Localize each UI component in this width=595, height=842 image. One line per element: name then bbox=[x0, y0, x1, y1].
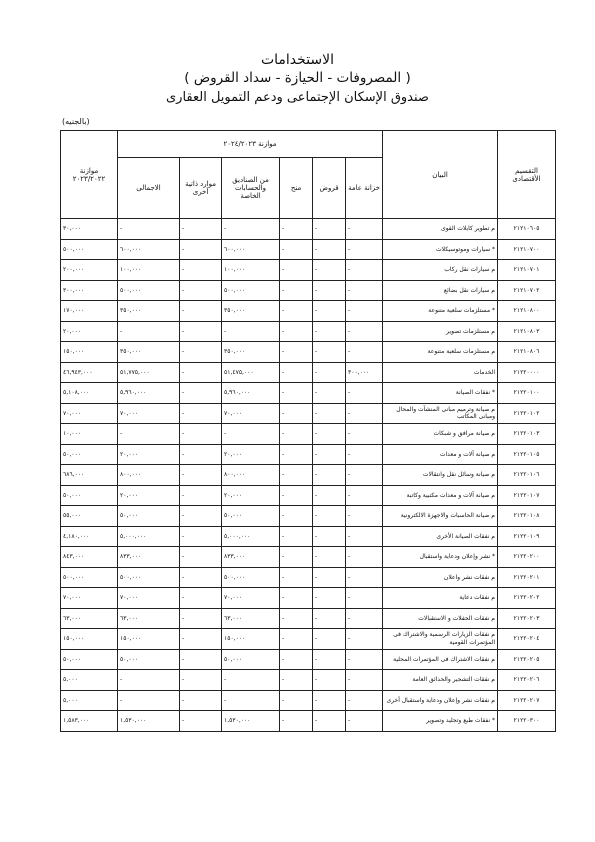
cell-budget-2023: ٦٣,٠٠٠ bbox=[61, 608, 118, 629]
cell-budget-2023: ٢٠,٠٠٠ bbox=[61, 321, 118, 342]
cell-budget-2023: ١,٥٨٣,٠٠٠ bbox=[61, 711, 118, 732]
cell-treasury: - bbox=[346, 649, 383, 670]
cell-own-resources: - bbox=[180, 485, 222, 506]
row-description: م سيارات نقل بضائع bbox=[383, 280, 498, 301]
cell-budget-2023: ٤,١٨٠,٠٠٠ bbox=[61, 526, 118, 547]
table-row bbox=[61, 711, 556, 732]
cell-budget-2023: ٦٨٦,٠٠٠ bbox=[61, 465, 118, 486]
cell-special-funds: ٢٠,٠٠٠ bbox=[222, 485, 280, 506]
cell-total: ١٥٠,٠٠٠ bbox=[118, 629, 180, 650]
cell-treasury: - bbox=[346, 301, 383, 322]
table-row bbox=[61, 444, 556, 465]
row-description: * نشر وإعلان ودعاية واستقبال bbox=[383, 547, 498, 568]
cell-grants: - bbox=[280, 690, 313, 711]
cell-loans: - bbox=[313, 670, 346, 691]
cell-budget-2023: ٥٥,٠٠٠ bbox=[61, 506, 118, 527]
cell-budget-2023: ٢٠٠,٠٠٠ bbox=[61, 260, 118, 281]
cell-loans: - bbox=[313, 280, 346, 301]
cell-loans: - bbox=[313, 301, 346, 322]
table-row bbox=[61, 219, 556, 240]
row-description: م مستلزمات سلعية متنوعة bbox=[383, 342, 498, 363]
table-row bbox=[61, 465, 556, 486]
row-description: م تطوير كابلات القوى bbox=[383, 219, 498, 240]
cell-total: ٢٠,٠٠٠ bbox=[118, 485, 180, 506]
cell-own-resources: - bbox=[180, 608, 222, 629]
cell-treasury: - bbox=[346, 465, 383, 486]
cell-treasury: - bbox=[346, 321, 383, 342]
cell-grants: - bbox=[280, 465, 313, 486]
cell-budget-2023: ٥٠٠,٠٠٠ bbox=[61, 567, 118, 588]
cell-loans: - bbox=[313, 649, 346, 670]
cell-grants: - bbox=[280, 321, 313, 342]
row-description: م نفقات التشجير والحدائق العامة bbox=[383, 670, 498, 691]
row-description: م نفقات الحفلات و الاستقبالات bbox=[383, 608, 498, 629]
cell-special-funds: ٥٠,٠٠٠ bbox=[222, 649, 280, 670]
header-total: الاجمالى bbox=[118, 158, 180, 219]
table-row bbox=[61, 670, 556, 691]
table-row bbox=[61, 690, 556, 711]
cell-special-funds: ٥,٩٦٠,٠٠٠ bbox=[222, 383, 280, 404]
cell-special-funds: ٨٠٠,٠٠٠ bbox=[222, 465, 280, 486]
cell-treasury: - bbox=[346, 629, 383, 650]
row-description: * سيارات وموتوسيكلات bbox=[383, 239, 498, 260]
cell-total: - bbox=[118, 670, 180, 691]
cell-treasury: - bbox=[346, 403, 383, 424]
cell-grants: - bbox=[280, 260, 313, 281]
row-code: ٢١٢٢٠٢٠٦ bbox=[498, 670, 556, 691]
row-description: م سيارات نقل ركاب bbox=[383, 260, 498, 281]
cell-own-resources: - bbox=[180, 465, 222, 486]
cell-loans: - bbox=[313, 629, 346, 650]
cell-special-funds: ٥١,٤٧٥,٠٠٠ bbox=[222, 362, 280, 383]
cell-own-resources: - bbox=[180, 424, 222, 445]
row-code: ٢١٢٢٠١٠٧ bbox=[498, 485, 556, 506]
table-row bbox=[61, 280, 556, 301]
cell-treasury: - bbox=[346, 280, 383, 301]
cell-budget-2023: ٤٦,٩٤٣,٠٠٠ bbox=[61, 362, 118, 383]
cell-grants: - bbox=[280, 506, 313, 527]
cell-loans: - bbox=[313, 239, 346, 260]
cell-own-resources: - bbox=[180, 690, 222, 711]
cell-total: - bbox=[118, 690, 180, 711]
cell-special-funds: - bbox=[222, 321, 280, 342]
cell-own-resources: - bbox=[180, 301, 222, 322]
cell-grants: - bbox=[280, 567, 313, 588]
row-code: ٢١٢٢٠٢٠٧ bbox=[498, 690, 556, 711]
cell-budget-2023: ٥٠,٠٠٠ bbox=[61, 485, 118, 506]
cell-treasury: - bbox=[346, 424, 383, 445]
fund-name: صندوق الإسكان الإجتماعى ودعم التمويل العقارى bbox=[166, 90, 429, 105]
cell-own-resources: - bbox=[180, 321, 222, 342]
row-description: م نفقات الصيانة الأخرى bbox=[383, 526, 498, 547]
cell-loans: - bbox=[313, 403, 346, 424]
budget-table bbox=[60, 130, 556, 732]
row-description: م نفقات نشر واعلان bbox=[383, 567, 498, 588]
cell-treasury: - bbox=[346, 219, 383, 240]
cell-total: ٧٠,٠٠٠ bbox=[118, 588, 180, 609]
row-description: * مستلزمات سلعية متنوعة bbox=[383, 301, 498, 322]
cell-loans: - bbox=[313, 444, 346, 465]
header-special-funds: من الصناديق والحسابات الخاصة bbox=[222, 158, 280, 219]
cell-total: - bbox=[118, 321, 180, 342]
table-row bbox=[61, 547, 556, 568]
cell-treasury: - bbox=[346, 690, 383, 711]
cell-special-funds: ١,٥٣٠,٠٠٠ bbox=[222, 711, 280, 732]
cell-grants: - bbox=[280, 608, 313, 629]
cell-grants: - bbox=[280, 649, 313, 670]
cell-loans: - bbox=[313, 321, 346, 342]
cell-own-resources: - bbox=[180, 342, 222, 363]
cell-total: ٥٠,٠٠٠ bbox=[118, 506, 180, 527]
row-code: ٢١٢٢٠٢٠٢ bbox=[498, 588, 556, 609]
cell-loans: - bbox=[313, 711, 346, 732]
cell-grants: - bbox=[280, 670, 313, 691]
cell-treasury: - bbox=[346, 608, 383, 629]
cell-own-resources: - bbox=[180, 260, 222, 281]
table-row bbox=[61, 485, 556, 506]
table-row bbox=[61, 342, 556, 363]
row-description: * نفقات طبع وتجليد وتصوير bbox=[383, 711, 498, 732]
cell-treasury: - bbox=[346, 567, 383, 588]
header-grants: منح bbox=[280, 158, 313, 219]
cell-treasury: - bbox=[346, 506, 383, 527]
cell-loans: - bbox=[313, 526, 346, 547]
cell-special-funds: ١٠٠,٠٠٠ bbox=[222, 260, 280, 281]
row-code: ٢١٢١٠٧٠٢ bbox=[498, 280, 556, 301]
row-description: م مستلزمات تصوير bbox=[383, 321, 498, 342]
row-description: م صيانة الحاسبات والاجهزة الالكترونية bbox=[383, 506, 498, 527]
row-description: م نفقات نشر وإعلان ودعاية واستقبال أخرى bbox=[383, 690, 498, 711]
row-code: ٢١٢٢٠٢٠٠ bbox=[498, 547, 556, 568]
row-code: ٢١٢٢٠٢٠٣ bbox=[498, 608, 556, 629]
row-code: ٢١٢٢٠١٠٥ bbox=[498, 444, 556, 465]
table-row bbox=[61, 588, 556, 609]
cell-grants: - bbox=[280, 424, 313, 445]
table-row bbox=[61, 260, 556, 281]
row-code: ٢١٢٢٠١٠٨ bbox=[498, 506, 556, 527]
cell-special-funds: ٨٣٣,٠٠٠ bbox=[222, 547, 280, 568]
row-code: ٢١٢٢٠٠٠٠ bbox=[498, 362, 556, 383]
header-budget-2023: موازنة ٢٠٢٣/٢٠٢٢ bbox=[61, 131, 118, 219]
cell-total: ١٠٠,٠٠٠ bbox=[118, 260, 180, 281]
row-description: م صيانة وترميم مبانى المنشآت والمحال ومبانى المكاتب bbox=[383, 403, 498, 424]
cell-budget-2023: ٧٠,٠٠٠ bbox=[61, 588, 118, 609]
cell-special-funds: ٧٠,٠٠٠ bbox=[222, 588, 280, 609]
cell-treasury: - bbox=[346, 670, 383, 691]
cell-loans: - bbox=[313, 260, 346, 281]
row-description: م صيانة آلات و معدات bbox=[383, 444, 498, 465]
cell-budget-2023: ٣٠,٠٠٠ bbox=[61, 219, 118, 240]
cell-special-funds: - bbox=[222, 219, 280, 240]
cell-own-resources: - bbox=[180, 239, 222, 260]
cell-loans: - bbox=[313, 465, 346, 486]
cell-own-resources: - bbox=[180, 506, 222, 527]
cell-special-funds: ٣٥٠,٠٠٠ bbox=[222, 301, 280, 322]
cell-grants: - bbox=[280, 362, 313, 383]
cell-own-resources: - bbox=[180, 383, 222, 404]
table-row bbox=[61, 301, 556, 322]
cell-total: ٣٥٠,٠٠٠ bbox=[118, 301, 180, 322]
cell-total: ٥٠,٠٠٠ bbox=[118, 649, 180, 670]
header-budget-2024: موازنة ٢٠٢٤/٢٠٢٣ bbox=[118, 131, 383, 158]
table-row bbox=[61, 403, 556, 424]
cell-own-resources: - bbox=[180, 670, 222, 691]
cell-loans: - bbox=[313, 219, 346, 240]
row-description: م نفقات الزيارات الرسمية والاشتراك فى المؤتمرات القومية bbox=[383, 629, 498, 650]
cell-total: - bbox=[118, 424, 180, 445]
row-description: م صيانة وسائل نقل وانتقالات bbox=[383, 465, 498, 486]
cell-own-resources: - bbox=[180, 219, 222, 240]
cell-grants: - bbox=[280, 403, 313, 424]
table-row bbox=[61, 629, 556, 650]
cell-loans: - bbox=[313, 362, 346, 383]
cell-total: ٥,٠٠٠,٠٠٠ bbox=[118, 526, 180, 547]
cell-grants: - bbox=[280, 547, 313, 568]
cell-special-funds: ٥٠,٠٠٠ bbox=[222, 506, 280, 527]
cell-total: ٥٠٠,٠٠٠ bbox=[118, 567, 180, 588]
cell-grants: - bbox=[280, 526, 313, 547]
cell-own-resources: - bbox=[180, 649, 222, 670]
cell-own-resources: - bbox=[180, 567, 222, 588]
row-code: ٢١٢٢٠١٠٦ bbox=[498, 465, 556, 486]
page-title: الاستخدامات bbox=[260, 52, 335, 68]
cell-treasury: - bbox=[346, 383, 383, 404]
row-code: ٢١٢٢٠٢٠١ bbox=[498, 567, 556, 588]
cell-loans: - bbox=[313, 383, 346, 404]
table-row bbox=[61, 649, 556, 670]
cell-total: ٥١,٧٧٥,٠٠٠ bbox=[118, 362, 180, 383]
cell-special-funds: ٥,٠٠٠,٠٠٠ bbox=[222, 526, 280, 547]
cell-budget-2023: ٥٠,٠٠٠ bbox=[61, 649, 118, 670]
cell-special-funds: - bbox=[222, 690, 280, 711]
cell-total: ٦٠٠,٠٠٠ bbox=[118, 239, 180, 260]
cell-own-resources: - bbox=[180, 588, 222, 609]
cell-total: ٢٠,٠٠٠ bbox=[118, 444, 180, 465]
row-code: ٢١٢١٠٨٠٦ bbox=[498, 342, 556, 363]
cell-special-funds: ٥٠٠,٠٠٠ bbox=[222, 280, 280, 301]
cell-own-resources: - bbox=[180, 403, 222, 424]
row-code: ٢١٢١٠٨٠٠ bbox=[498, 301, 556, 322]
cell-grants: - bbox=[280, 301, 313, 322]
table-row bbox=[61, 526, 556, 547]
row-code: ٢١٢٢٠٣٠٠ bbox=[498, 711, 556, 732]
cell-budget-2023: ١٥٠,٠٠٠ bbox=[61, 342, 118, 363]
cell-total: ٨٠٠,٠٠٠ bbox=[118, 465, 180, 486]
table-row bbox=[61, 383, 556, 404]
cell-budget-2023: ١٥٠,٠٠٠ bbox=[61, 629, 118, 650]
row-description: م صيانة مرافق و شبكات bbox=[383, 424, 498, 445]
cell-total: ٥٠٠,٠٠٠ bbox=[118, 280, 180, 301]
cell-treasury: - bbox=[346, 588, 383, 609]
row-description: الخدمات bbox=[383, 362, 498, 383]
cell-treasury: - bbox=[346, 444, 383, 465]
cell-budget-2023: ٥,٠٠٠ bbox=[61, 690, 118, 711]
cell-treasury: - bbox=[346, 711, 383, 732]
cell-special-funds: ٥٠٠,٠٠٠ bbox=[222, 567, 280, 588]
cell-loans: - bbox=[313, 485, 346, 506]
table-row bbox=[61, 239, 556, 260]
row-code: ٢١٢٢٠١٠٣ bbox=[498, 424, 556, 445]
cell-special-funds: ٦٣,٠٠٠ bbox=[222, 608, 280, 629]
cell-special-funds: ٢٠,٠٠٠ bbox=[222, 444, 280, 465]
row-code: ٢١٢٢٠٢٠٤ bbox=[498, 629, 556, 650]
cell-loans: - bbox=[313, 588, 346, 609]
cell-treasury: - bbox=[346, 342, 383, 363]
cell-budget-2023: ٧٠,٠٠٠ bbox=[61, 403, 118, 424]
cell-grants: - bbox=[280, 629, 313, 650]
cell-treasury: - bbox=[346, 485, 383, 506]
cell-budget-2023: ٣٠٠,٠٠٠ bbox=[61, 280, 118, 301]
cell-loans: - bbox=[313, 506, 346, 527]
cell-loans: - bbox=[313, 342, 346, 363]
cell-treasury: - bbox=[346, 239, 383, 260]
cell-own-resources: - bbox=[180, 711, 222, 732]
header-public-treasury: خزانة عامة bbox=[346, 158, 383, 219]
cell-treasury: ٣٠٠,٠٠٠ bbox=[346, 362, 383, 383]
row-description: م نفقات الاشتراك فى المؤتمرات المحلية bbox=[383, 649, 498, 670]
cell-special-funds: ١٥٠,٠٠٠ bbox=[222, 629, 280, 650]
row-code: ٢١٢١٠٦٠٥ bbox=[498, 219, 556, 240]
row-description: م نفقات دعاية bbox=[383, 588, 498, 609]
row-code: ٢١٢١٠٧٠١ bbox=[498, 260, 556, 281]
cell-grants: - bbox=[280, 711, 313, 732]
cell-treasury: - bbox=[346, 547, 383, 568]
header-other-own-resources: موارد ذاتية أخرى bbox=[180, 158, 222, 219]
cell-grants: - bbox=[280, 485, 313, 506]
cell-own-resources: - bbox=[180, 629, 222, 650]
cell-own-resources: - bbox=[180, 526, 222, 547]
row-code: ٢١٢٢٠١٠٢ bbox=[498, 403, 556, 424]
header-economic-classification: التقسيم الأقتصادى bbox=[498, 131, 556, 219]
cell-own-resources: - bbox=[180, 280, 222, 301]
cell-special-funds: - bbox=[222, 670, 280, 691]
cell-special-funds: ٦٠٠,٠٠٠ bbox=[222, 239, 280, 260]
cell-loans: - bbox=[313, 547, 346, 568]
cell-total: ١,٥٣٠,٠٠٠ bbox=[118, 711, 180, 732]
table-row bbox=[61, 321, 556, 342]
cell-total: ٧٠,٠٠٠ bbox=[118, 403, 180, 424]
cell-grants: - bbox=[280, 342, 313, 363]
cell-budget-2023: ٥٠,٠٠٠ bbox=[61, 444, 118, 465]
cell-own-resources: - bbox=[180, 547, 222, 568]
cell-total: ٥,٩٦٠,٠٠٠ bbox=[118, 383, 180, 404]
cell-loans: - bbox=[313, 608, 346, 629]
cell-own-resources: - bbox=[180, 362, 222, 383]
cell-budget-2023: ١٠,٠٠٠ bbox=[61, 424, 118, 445]
cell-grants: - bbox=[280, 280, 313, 301]
cell-total: ٦٣,٠٠٠ bbox=[118, 608, 180, 629]
cell-special-funds: - bbox=[222, 424, 280, 445]
cell-grants: - bbox=[280, 588, 313, 609]
cell-grants: - bbox=[280, 219, 313, 240]
cell-total: ٣٥٠,٠٠٠ bbox=[118, 342, 180, 363]
table-row bbox=[61, 506, 556, 527]
cell-special-funds: ٧٠,٠٠٠ bbox=[222, 403, 280, 424]
cell-total: ٨٣٣,٠٠٠ bbox=[118, 547, 180, 568]
table-row bbox=[61, 608, 556, 629]
page-subtitle: ( المصروفات - الحيازة - سداد القروض ) bbox=[184, 70, 411, 86]
table-row bbox=[61, 424, 556, 445]
cell-loans: - bbox=[313, 690, 346, 711]
cell-budget-2023: ١٧٠,٠٠٠ bbox=[61, 301, 118, 322]
cell-grants: - bbox=[280, 444, 313, 465]
row-code: ٢١٢٢٠٢٠٥ bbox=[498, 649, 556, 670]
cell-treasury: - bbox=[346, 526, 383, 547]
row-description: * نفقات الصيانة bbox=[383, 383, 498, 404]
row-code: ٢١٢٢٠١٠٩ bbox=[498, 526, 556, 547]
cell-special-funds: ٣٥٠,٠٠٠ bbox=[222, 342, 280, 363]
row-description: م صيانة آلات و معدات مكتبية وكاتبة bbox=[383, 485, 498, 506]
cell-loans: - bbox=[313, 567, 346, 588]
currency-unit-label: (بالجنيه) bbox=[62, 117, 90, 126]
cell-budget-2023: ٨٤٣,٠٠٠ bbox=[61, 547, 118, 568]
cell-treasury: - bbox=[346, 260, 383, 281]
header-loans: قروض bbox=[313, 158, 346, 219]
cell-budget-2023: ٥,٠٠٠ bbox=[61, 670, 118, 691]
row-code: ٢١٢١٠٧٠٠ bbox=[498, 239, 556, 260]
cell-grants: - bbox=[280, 239, 313, 260]
cell-total: - bbox=[118, 219, 180, 240]
cell-budget-2023: ٥,١٠٨,٠٠٠ bbox=[61, 383, 118, 404]
cell-grants: - bbox=[280, 383, 313, 404]
row-code: ٢١٢٢٠١٠٠ bbox=[498, 383, 556, 404]
cell-loans: - bbox=[313, 424, 346, 445]
table-row bbox=[61, 362, 556, 383]
row-code: ٢١٢١٠٨٠٣ bbox=[498, 321, 556, 342]
header-description: البيان bbox=[383, 131, 498, 219]
table-row bbox=[61, 567, 556, 588]
cell-own-resources: - bbox=[180, 444, 222, 465]
cell-budget-2023: ٥٠٠,٠٠٠ bbox=[61, 239, 118, 260]
